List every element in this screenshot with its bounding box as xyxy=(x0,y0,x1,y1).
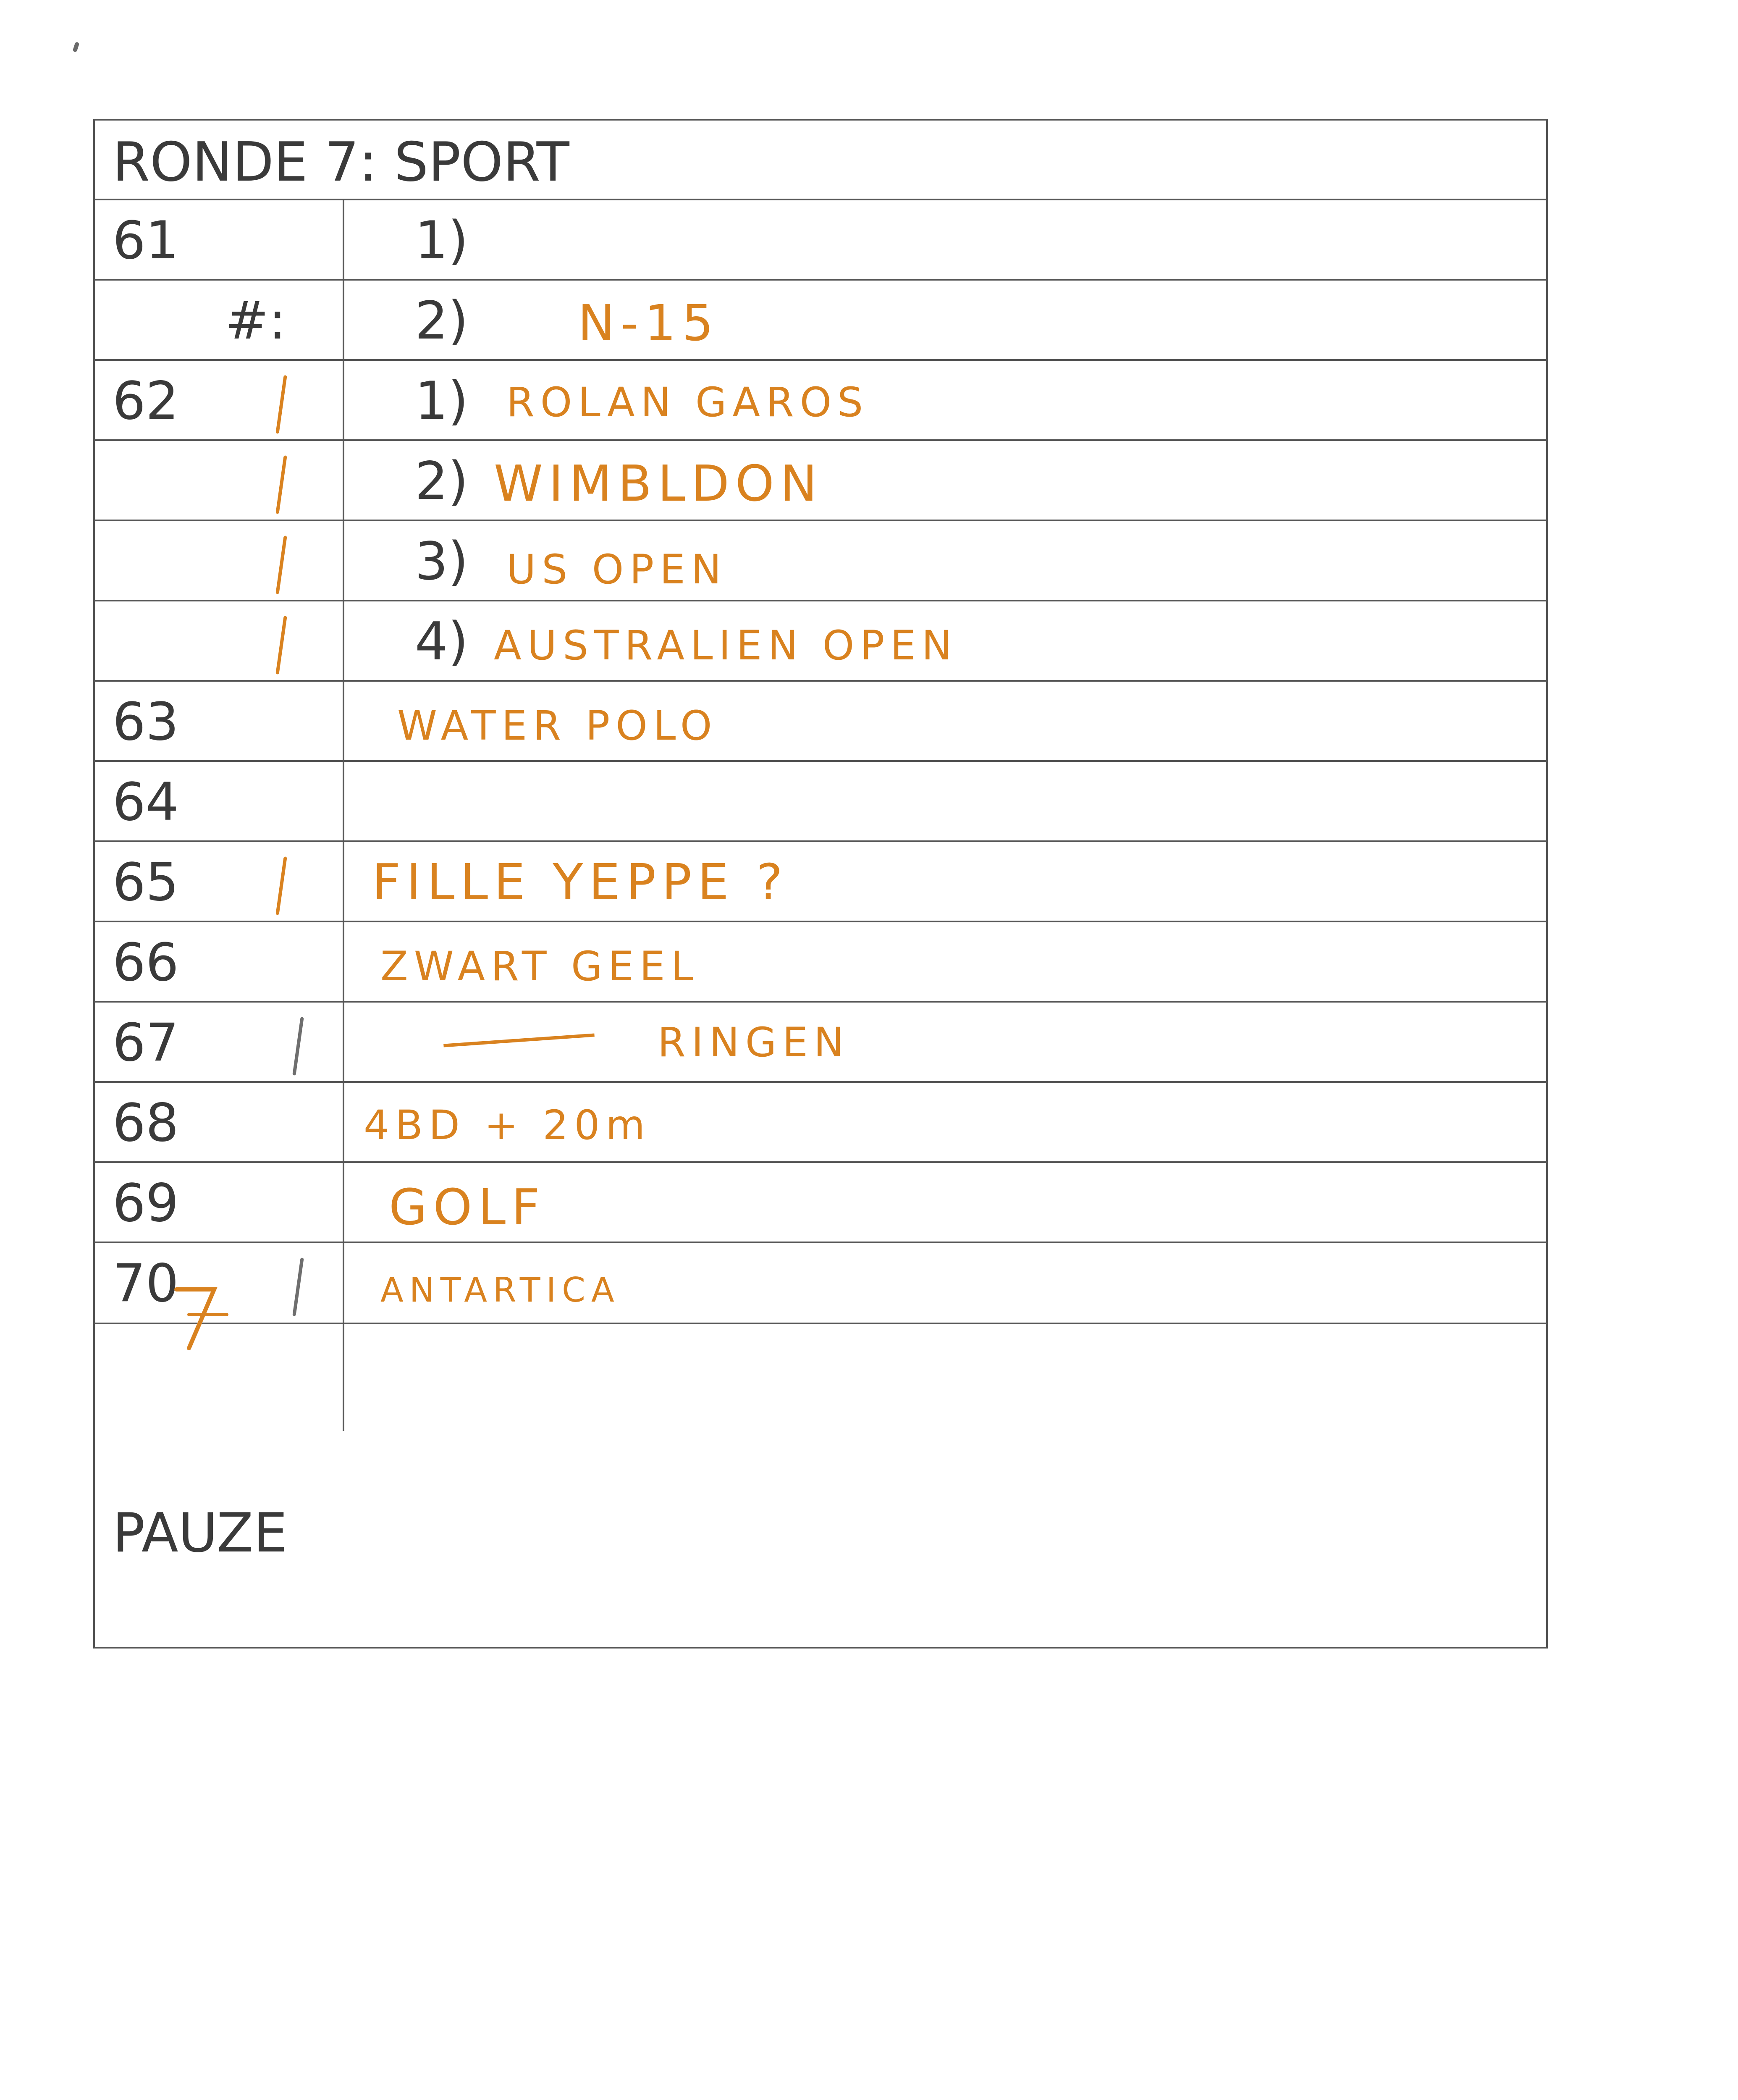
handwritten-answer: RINGEN xyxy=(658,1019,850,1066)
round-title: RONDE 7: SPORT xyxy=(113,131,569,194)
score-tick-mark xyxy=(275,375,287,434)
question-number: 68 xyxy=(113,1093,179,1153)
question-number: 61 xyxy=(113,210,179,271)
sub-question-label: 2) xyxy=(415,291,469,351)
table-row xyxy=(95,922,1546,1003)
sub-question-label: 1) xyxy=(415,210,469,271)
score-tick-mark xyxy=(275,455,287,514)
score-tick-mark xyxy=(275,536,287,594)
title-row xyxy=(95,121,1546,200)
handwritten-answer: ROLAN GAROS xyxy=(506,379,869,426)
score-tick-mark xyxy=(292,1017,304,1076)
score-tick-mark xyxy=(292,1257,304,1316)
crossed-out-word xyxy=(443,1033,595,1047)
question-number: 67 xyxy=(113,1013,179,1073)
table-row xyxy=(95,762,1546,842)
score-tick-mark xyxy=(275,856,287,915)
table-row xyxy=(95,200,1546,281)
question-number: 69 xyxy=(113,1173,179,1234)
handwritten-answer: ZWART GEEL xyxy=(380,943,700,990)
handwritten-total-mark xyxy=(164,1273,248,1357)
table-row xyxy=(95,1163,1546,1243)
sub-question-label: 2) xyxy=(415,451,469,512)
table-row xyxy=(95,441,1546,521)
table-row xyxy=(95,1083,1546,1163)
score-tick-mark xyxy=(275,616,287,675)
question-number: 66 xyxy=(113,932,179,993)
sub-question-label: 4) xyxy=(415,612,469,672)
handwritten-answer: N-15 xyxy=(578,294,719,352)
handwritten-answer: WATER POLO xyxy=(397,702,718,749)
handwritten-answer: US OPEN xyxy=(506,546,727,593)
handwritten-answer: FILLE YEPPE ? xyxy=(372,853,789,911)
table-row xyxy=(95,601,1546,682)
question-number: 64 xyxy=(113,772,179,832)
table-row xyxy=(95,281,1546,361)
handwritten-answer: ANTARTICA xyxy=(380,1270,620,1310)
hash-label: #: xyxy=(225,291,286,351)
handwritten-answer: AUSTRALIEN OPEN xyxy=(494,622,958,669)
handwritten-answer: GOLF xyxy=(389,1178,546,1236)
stray-ink-mark xyxy=(73,42,80,52)
sub-question-label: 1) xyxy=(415,371,469,431)
question-number: 63 xyxy=(113,692,179,752)
table-row xyxy=(95,682,1546,762)
pause-label: PAUZE xyxy=(113,1502,288,1564)
quiz-answer-table xyxy=(93,119,1548,1648)
pause-section xyxy=(95,1324,1546,1648)
question-number: 65 xyxy=(113,852,179,913)
sub-question-label: 3) xyxy=(415,531,469,592)
table-row xyxy=(95,842,1546,922)
table-row xyxy=(95,1003,1546,1083)
table-row xyxy=(95,1243,1546,1324)
handwritten-answer: WIMBLDON xyxy=(494,454,823,512)
handwritten-answer: 4BD + 20m xyxy=(364,1102,651,1149)
table-row xyxy=(95,361,1546,441)
question-number: 62 xyxy=(113,371,179,431)
question-number: 70 xyxy=(113,1253,179,1314)
table-row xyxy=(95,521,1546,601)
